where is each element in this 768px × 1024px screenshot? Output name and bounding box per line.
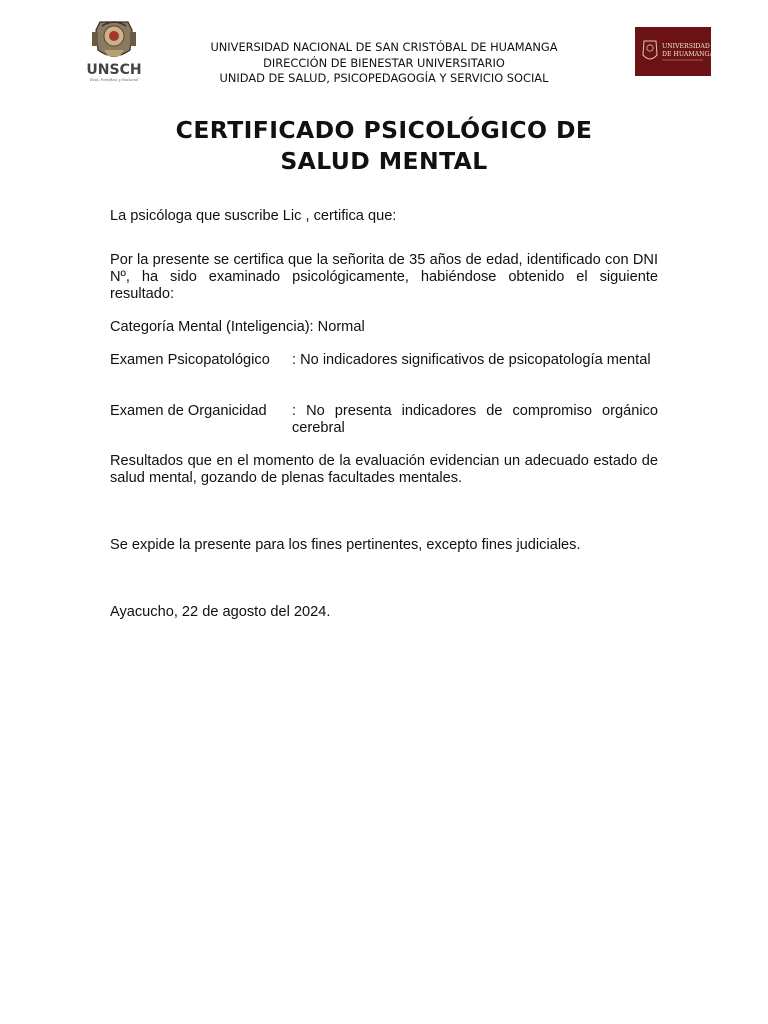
unit-name: UNIDAD DE SALUD, PSICOPEDAGOGÍA Y SERVICIO SOCIAL [219,71,549,85]
unsch-motto: Real, Pontificia y Nacional [90,78,138,82]
university-emblem-icon [635,27,711,76]
unsch-logo [78,16,150,84]
institution-header [184,40,584,87]
certificate-title [110,115,658,177]
university-logo-right [635,27,711,76]
direction-name: DIRECCIÓN DE BIENESTAR UNIVERSITARIO [263,55,505,70]
right-logo-line1: UNIVERSIDAD [662,43,710,50]
purpose-text: Se expide la presente para los fines pertinentes, excepto fines judiciales. [110,537,581,553]
mental-category: Categoría Mental (Inteligencia): Normal [110,319,365,335]
exam-label: Examen Psicopatológico [110,352,270,368]
intro-text: La psicóloga que suscribe Lic , certifica que: [110,208,397,224]
certification-paragraph: Por la presente se certifica que la señorita de 35 años de edad, identificado con DNI Nº, ha sido examinado psicológicamente, habiéndose obtenido el siguiente resultado: [110,252,658,302]
exam-label: Examen de Organicidad [110,403,267,419]
university-name: UNIVERSIDAD NACIONAL DE SAN CRISTÓBAL DE HUAMANGA [210,40,558,54]
unsch-wordmark: UNSCH [86,62,142,78]
place-date: Ayacucho, 22 de agosto del 2024. [110,604,331,620]
unsch-crest-icon [78,16,150,84]
exam-value: : No presenta indicadores de compromiso orgánico cerebral [292,403,658,436]
title-line-2: SALUD MENTAL [280,147,488,175]
title-line-1: CERTIFICADO PSICOLÓGICO DE [175,116,593,144]
exam-value: : No indicadores significativos de psicopatología mental [292,352,651,368]
right-logo-line2: DE HUAMANGA [662,51,711,58]
results-paragraph: Resultados que en el momento de la evaluación evidencian un adecuado estado de salud mental, gozando de plenas facultades mentales. [110,453,658,486]
